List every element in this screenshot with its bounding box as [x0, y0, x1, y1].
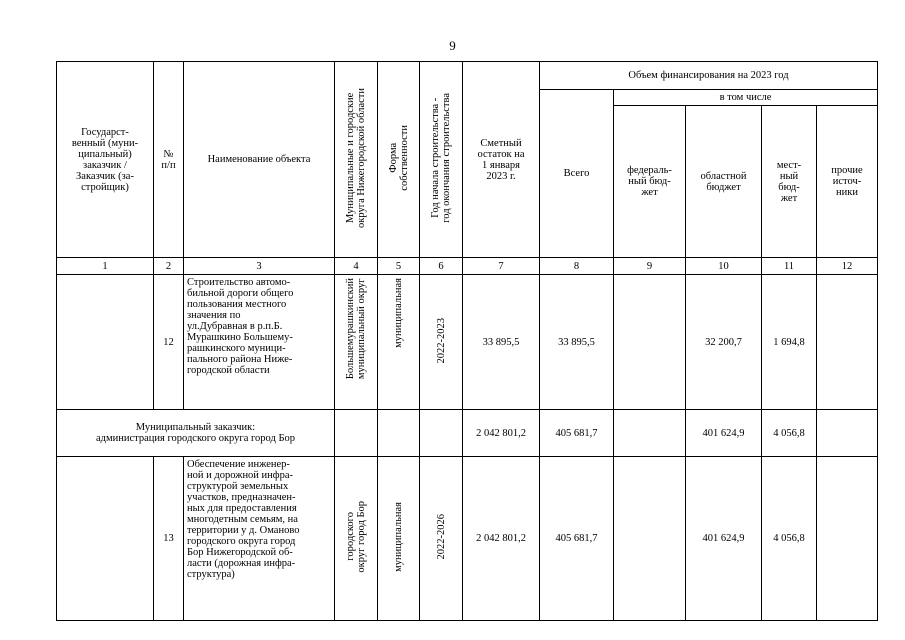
column-number: 10: [686, 258, 762, 275]
summary-label: Муниципальный заказчик: администрация городского округа город Бор: [57, 410, 335, 457]
column-number: 3: [184, 258, 335, 275]
header-total: Всего: [540, 90, 614, 258]
row-local: 4 056,8: [762, 457, 817, 621]
summary-regional: 401 624,9: [686, 410, 762, 457]
row-number: 12: [154, 275, 184, 410]
header-including: в том числе: [614, 90, 878, 106]
row-customer: [57, 275, 154, 410]
row-estimated-balance: 2 042 801,2: [463, 457, 540, 621]
header-federal: федераль- ный бюд- жет: [614, 106, 686, 258]
row-years: 2022-2026: [420, 457, 463, 621]
summary-local: 4 056,8: [762, 410, 817, 457]
column-number: 11: [762, 258, 817, 275]
summary-row: [57, 410, 878, 457]
header-number: № п/п: [154, 62, 184, 258]
column-number: 5: [378, 258, 420, 275]
page-number: 9: [449, 38, 456, 53]
header-funding-volume: Объем финансирования на 2023 год: [540, 62, 878, 90]
row-municipality: Большемурашкинский муниципальный округ: [335, 275, 378, 410]
summary-municipality: [335, 410, 378, 457]
header-years: Год начала строительства - год окончания строительства: [420, 62, 463, 258]
column-number: 12: [817, 258, 878, 275]
column-number: 4: [335, 258, 378, 275]
table-row: [57, 457, 878, 621]
column-number: 2: [154, 258, 184, 275]
row-object-name: Обеспечение инженер- ной и дорожной инфра- структурой земельных участков, предназначен- ных для предоставления многодетным семьям, на территории у д. Оманово городского округа город Бор Нижегородской об- ласти (дорожная инфра- структура): [184, 457, 335, 621]
table-row: [57, 275, 878, 410]
header-estimated-balance: Сметный остаток на 1 января 2023 г.: [463, 62, 540, 258]
row-total: 33 895,5: [540, 275, 614, 410]
row-federal: [614, 457, 686, 621]
column-number: 7: [463, 258, 540, 275]
row-regional: 401 624,9: [686, 457, 762, 621]
header-local: мест- ный бюд- жет: [762, 106, 817, 258]
column-number: 1: [57, 258, 154, 275]
row-regional: 32 200,7: [686, 275, 762, 410]
summary-years: [420, 410, 463, 457]
column-number: 8: [540, 258, 614, 275]
row-number: 13: [154, 457, 184, 621]
header-ownership: Форма собственности: [378, 62, 420, 258]
row-object-name: Строительство автомо- бильной дороги общего пользования местного значения по ул.Дубравная в р.п.Б. Мурашкино Большему- рашкинского муници- пального района Ниже- городской области: [184, 275, 335, 410]
row-local: 1 694,8: [762, 275, 817, 410]
header-object-name: Наименование объекта: [184, 62, 335, 258]
financing-table: [56, 61, 878, 621]
summary-other: [817, 410, 878, 457]
column-number: 6: [420, 258, 463, 275]
header-municipality: Муниципальные и городские округа Нижегородской области: [335, 62, 378, 258]
column-number-row: [57, 258, 878, 275]
summary-ownership: [378, 410, 420, 457]
row-total: 405 681,7: [540, 457, 614, 621]
header-customer: Государст- венный (муни- ципальный) заказчик / Заказчик (за- стройщик): [57, 62, 154, 258]
column-number: 9: [614, 258, 686, 275]
header-regional: областной бюджет: [686, 106, 762, 258]
row-municipality: городского округ город Бор: [335, 457, 378, 621]
header-other: прочие источ- ники: [817, 106, 878, 258]
row-customer: [57, 457, 154, 621]
row-federal: [614, 275, 686, 410]
row-other: [817, 275, 878, 410]
row-ownership: муниципальная: [378, 275, 420, 410]
row-ownership: муниципальная: [378, 457, 420, 621]
summary-total: 405 681,7: [540, 410, 614, 457]
row-estimated-balance: 33 895,5: [463, 275, 540, 410]
row-other: [817, 457, 878, 621]
row-years: 2022-2023: [420, 275, 463, 410]
summary-federal: [614, 410, 686, 457]
summary-estimated-balance: 2 042 801,2: [463, 410, 540, 457]
